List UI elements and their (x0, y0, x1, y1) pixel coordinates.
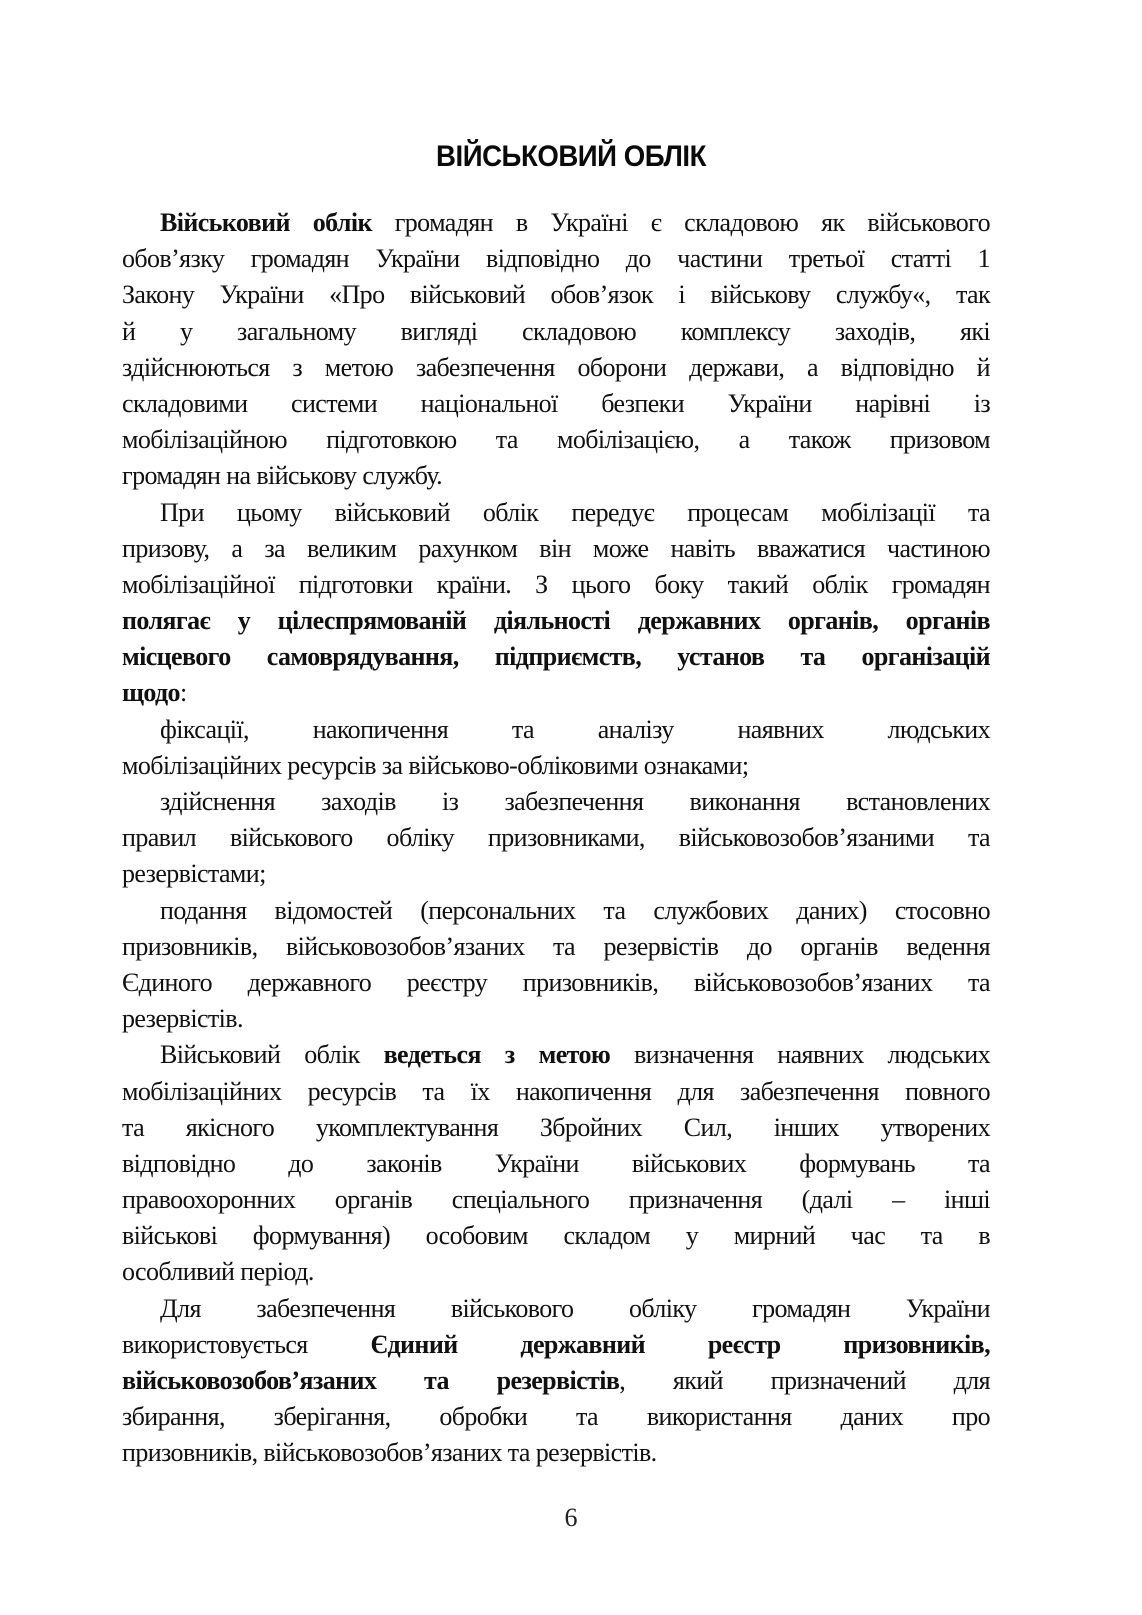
bold-text-segment: Військовий облік (160, 208, 372, 237)
text-line (122, 965, 990, 1001)
text-line (122, 422, 990, 458)
text-line (122, 639, 990, 675)
text-line (122, 1327, 990, 1363)
text-segment: визначення наявних людських (610, 1040, 991, 1070)
text-line (122, 205, 990, 241)
text-line (122, 458, 990, 494)
text-segment: мобілізаційної підготовки країни. З цього боку такий облік громадян (122, 569, 990, 599)
page-number: 6 (564, 1503, 578, 1532)
page-title: ВІЙСЬКОВИЙ ОБЛІК (436, 140, 706, 173)
text-segment: Закону України «Про військовий обов’язок і військову службу«, так (122, 280, 990, 310)
text-line (122, 314, 990, 350)
text-segment: збирання, зберігання, обробки та використання даних про (122, 1402, 990, 1432)
text-segment: використовується (122, 1329, 371, 1359)
text-segment: мобілізаційною підготовкою та мобілізацією, а також призовом (122, 425, 990, 455)
text-line (122, 1399, 990, 1435)
text-segment: відповідно до законів України військових формувань та (122, 1148, 990, 1178)
text-line (122, 386, 990, 422)
text-line (122, 1291, 990, 1327)
text-segment: мобілізаційних ресурсів за військово-обліковими ознаками; (122, 750, 749, 780)
text-line (122, 856, 990, 892)
text-segment: й у загальному вигляді складовою комплексу заходів, які (122, 316, 990, 346)
bold-text-segment: військовозобов’язаних та резервістів (122, 1366, 620, 1395)
text-segment: обов’язку громадян України відповідно до частини третьої статті 1 (122, 244, 990, 274)
text-segment: правоохоронних органів спеціального призначення (далі – інші (122, 1185, 990, 1215)
text-segment: призовників, військовозобов’язаних та резервістів. (122, 1438, 657, 1468)
text-line (122, 1110, 990, 1146)
bold-text-segment: Єдиний державний реєстр призовників, (370, 1329, 990, 1359)
text-line (122, 748, 990, 784)
bold-text-segment: полягає у цілеспрямованій діяльності державних органів, органів (122, 606, 990, 636)
text-line (122, 1182, 990, 1218)
text-line (122, 1001, 990, 1037)
text-segment: здійснюються з метою забезпечення оборони держави, а відповідно й (122, 352, 990, 382)
text-line (122, 675, 990, 711)
text-segment: мобілізаційних ресурсів та їх накопичення для забезпечення повного (122, 1076, 990, 1106)
text-segment: здійснення заходів із забезпечення виконання встановлених (160, 787, 990, 816)
text-segment: військові формування) особовим складом у мирний час та в (122, 1221, 990, 1251)
text-segment: призову, а за великим рахунком він може навіть вважатися частиною (122, 533, 990, 563)
text-line (122, 350, 990, 386)
text-line (122, 1037, 990, 1073)
text-segment: особливий період. (122, 1257, 314, 1287)
text-segment: Військовий облік (160, 1040, 384, 1070)
bold-text-segment: місцевого самоврядування, підприємств, установ та організацій (122, 642, 990, 672)
text-line (122, 241, 990, 277)
text-line (122, 1363, 990, 1399)
text-segment: громадян в Україні є складовою як військового (371, 208, 990, 237)
text-segment: фіксації, накопичення та аналізу наявних людських (160, 714, 990, 744)
text-segment: призовників, військовозобов’язаних та резервістів до органів ведення (122, 931, 990, 961)
text-segment: Єдиного державного реєстру призовників, військовозобов’язаних та (122, 967, 990, 997)
text-segment: громадян на військову службу. (122, 461, 443, 491)
text-line (122, 784, 990, 820)
text-line (122, 893, 990, 929)
text-segment: та якісного укомплектування Збройних Сил, інших утворених (122, 1112, 990, 1142)
text-line (122, 495, 990, 531)
text-line (122, 820, 990, 856)
text-segment: , який призначений для (619, 1366, 990, 1395)
text-line (122, 603, 990, 639)
text-line (122, 277, 990, 313)
text-segment: правил військового обліку призовниками, військовозобов’язаними та (122, 823, 990, 853)
text-segment: При цьому військовий облік передує процесам мобілізації та (160, 497, 990, 527)
text-line (122, 929, 990, 965)
bold-text-segment: щодо (122, 678, 180, 708)
text-line (122, 1254, 990, 1290)
text-line (122, 1074, 990, 1110)
text-segment: Для забезпечення військового обліку громадян України (160, 1293, 990, 1323)
text-segment: подання відомостей (персональних та службових даних) стосовно (160, 895, 990, 925)
text-line (122, 1146, 990, 1182)
text-segment: : (179, 678, 187, 708)
text-line (122, 712, 990, 748)
text-segment: резервістами; (122, 859, 266, 889)
body-text (122, 205, 990, 1472)
text-line (122, 1218, 990, 1254)
bold-text-segment: ведеться з метою (383, 1040, 611, 1070)
text-segment: резервістів. (122, 1004, 243, 1034)
text-line (122, 531, 990, 567)
text-line (122, 567, 990, 603)
text-line (122, 1435, 990, 1471)
text-segment: складовими системи національної безпеки України нарівні із (122, 388, 990, 418)
